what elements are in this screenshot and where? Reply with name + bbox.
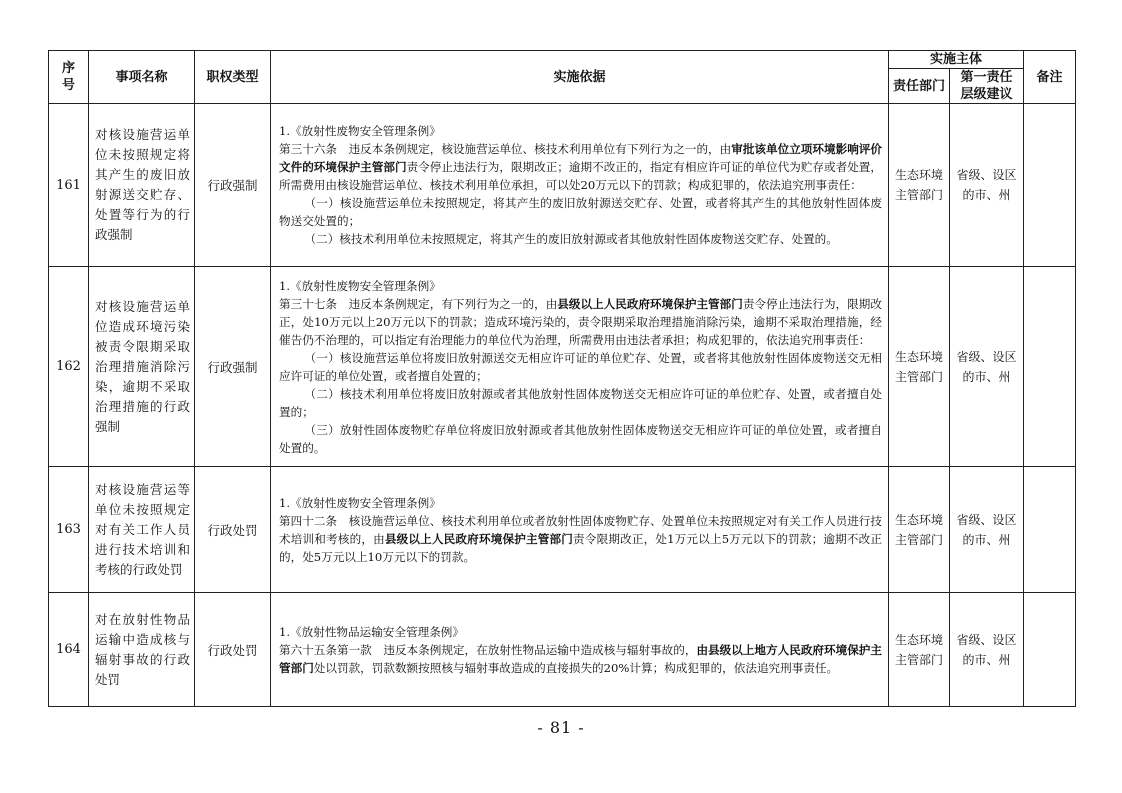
header-basis: 实施依据 (271, 51, 889, 104)
row-number: 162 (49, 267, 89, 467)
basis-title: 1.《放射性物品运输安全管理条例》 (279, 624, 464, 639)
header-level: 第一责任层级建议 (950, 69, 1024, 104)
basis-title: 1.《放射性废物安全管理条例》 (279, 124, 441, 138)
legal-basis (271, 267, 889, 467)
basis-authority: 县级以上人民政府环境保护主管部门 (384, 531, 574, 546)
responsible-level: 省级、设区的市、州 (950, 104, 1024, 267)
row-number: 164 (49, 593, 89, 707)
remark (1024, 104, 1076, 267)
legal-basis (271, 593, 889, 707)
basis-item: （二）核技术利用单位未按照规定，将其产生的废旧放射源或者其他放射性固体废物送交贮存、处置的。 (304, 232, 838, 246)
legal-basis (271, 104, 889, 267)
responsible-dept: 生态环境主管部门 (889, 104, 950, 267)
basis-item: （一）核设施营运单位将废旧放射源送交无相应许可证的单位贮存、处置，或者将其他放射性固体废物送交无相应许可证的单位处置，或者擅自处置的； (279, 350, 882, 383)
table-row (49, 593, 1076, 707)
header-type: 职权类型 (195, 51, 271, 104)
header-name: 事项名称 (89, 51, 195, 104)
responsible-level: 省级、设区的市、州 (950, 593, 1024, 707)
item-name: 对核设施营运等单位未按照规定对有关工作人员进行技术培训和考核的行政处罚 (89, 467, 195, 593)
remark (1024, 467, 1076, 593)
basis-article: 第四十二条 核设施营运单位、核技术利用单位或者放射性固体废物贮存、处置单位未按照规定对有关工作人员进行技术培训和考核的，由县级以上人民政府环境保护主管部门责令限期改正，处1万元以上5万元以下的罚款；逾期不改正的，处5万元以上10万元以下的罚款。 (279, 513, 882, 564)
responsible-level: 省级、设区的市、州 (950, 267, 1024, 467)
responsible-dept: 生态环境主管部门 (889, 267, 950, 467)
basis-item: （三）放射性固体废物贮存单位将废旧放射源或者其他放射性固体废物送交无相应许可证的单位处置，或者擅自处置的。 (279, 422, 882, 455)
remark (1024, 593, 1076, 707)
item-name: 对核设施营运单位未按照规定将其产生的废旧放射源送交贮存、处置等行为的行政强制 (89, 104, 195, 267)
basis-item: （一）核设施营运单位未按照规定，将其产生的废旧放射源送交贮存、处置，或者将其产生的其他放射性固体废物送交处置的； (279, 196, 882, 228)
table-row (49, 467, 1076, 593)
header-no: 序号 (49, 51, 89, 104)
row-number: 163 (49, 467, 89, 593)
basis-title: 1.《放射性废物安全管理条例》 (279, 495, 441, 510)
authority-table (48, 50, 1076, 707)
legal-basis (271, 467, 889, 593)
header-entity: 实施主体 (889, 51, 1024, 69)
authority-type: 行政处罚 (195, 467, 271, 593)
responsible-dept: 生态环境主管部门 (889, 593, 950, 707)
responsible-level: 省级、设区的市、州 (950, 467, 1024, 593)
authority-type: 行政强制 (195, 104, 271, 267)
basis-authority: 审批该单位立项环境影响评价文件的环境保护主管部门 (279, 142, 882, 174)
basis-article: 第三十七条 违反本条例规定，有下列行为之一的，由县级以上人民政府环境保护主管部门责令停止违法行为，限期改正，处10万元以上20万元以下的罚款；造成环境污染的，责令限期采取治理措施消除污染，逾期不采取治理措施，经催告仍不治理的，可以指定有治理能力的单位代为治理，所需费用由违法者承担；构成犯罪的，依法追究刑事责任： (279, 296, 882, 347)
authority-type: 行政强制 (195, 267, 271, 467)
item-name: 对核设施营运单位造成环境污染被责令限期采取治理措施消除污染，逾期不采取治理措施的行政强制 (89, 267, 195, 467)
header-remark: 备注 (1024, 51, 1076, 104)
row-number: 161 (49, 104, 89, 267)
basis-authority: 县级以上人民政府环境保护主管部门 (557, 296, 743, 311)
remark (1024, 267, 1076, 467)
authority-type: 行政处罚 (195, 593, 271, 707)
basis-title: 1.《放射性废物安全管理条例》 (279, 278, 441, 293)
basis-item: （二）核技术利用单位将废旧放射源或者其他放射性固体废物送交无相应许可证的单位贮存、处置，或者擅自处置的； (279, 386, 882, 419)
basis-article: 第三十六条 违反本条例规定，核设施营运单位、核技术利用单位有下列行为之一的，由审批该单位立项环境影响评价文件的环境保护主管部门责令停止违法行为，限期改正；逾期不改正的，指定有相应许可证的单位代为贮存或者处置，所需费用由核设施营运单位、核技术利用单位承担，可以处20万元以下的罚款；构成犯罪的，依法追究刑事责任： (279, 142, 882, 192)
responsible-dept: 生态环境主管部门 (889, 467, 950, 593)
table-row (49, 104, 1076, 267)
basis-authority: 由县级以上地方人民政府环境保护主管部门 (279, 642, 882, 675)
basis-article: 第六十五条第一款 违反本条例规定，在放射性物品运输中造成核与辐射事故的，由县级以上地方人民政府环境保护主管部门处以罚款，罚款数额按照核与辐射事故造成的直接损失的20%计算；构成犯罪的，依法追究刑事责任。 (279, 642, 882, 675)
table-row (49, 267, 1076, 467)
page-number: - 81 - (537, 718, 585, 737)
header-dept: 责任部门 (889, 69, 950, 104)
item-name: 对在放射性物品运输中造成核与辐射事故的行政处罚 (89, 593, 195, 707)
